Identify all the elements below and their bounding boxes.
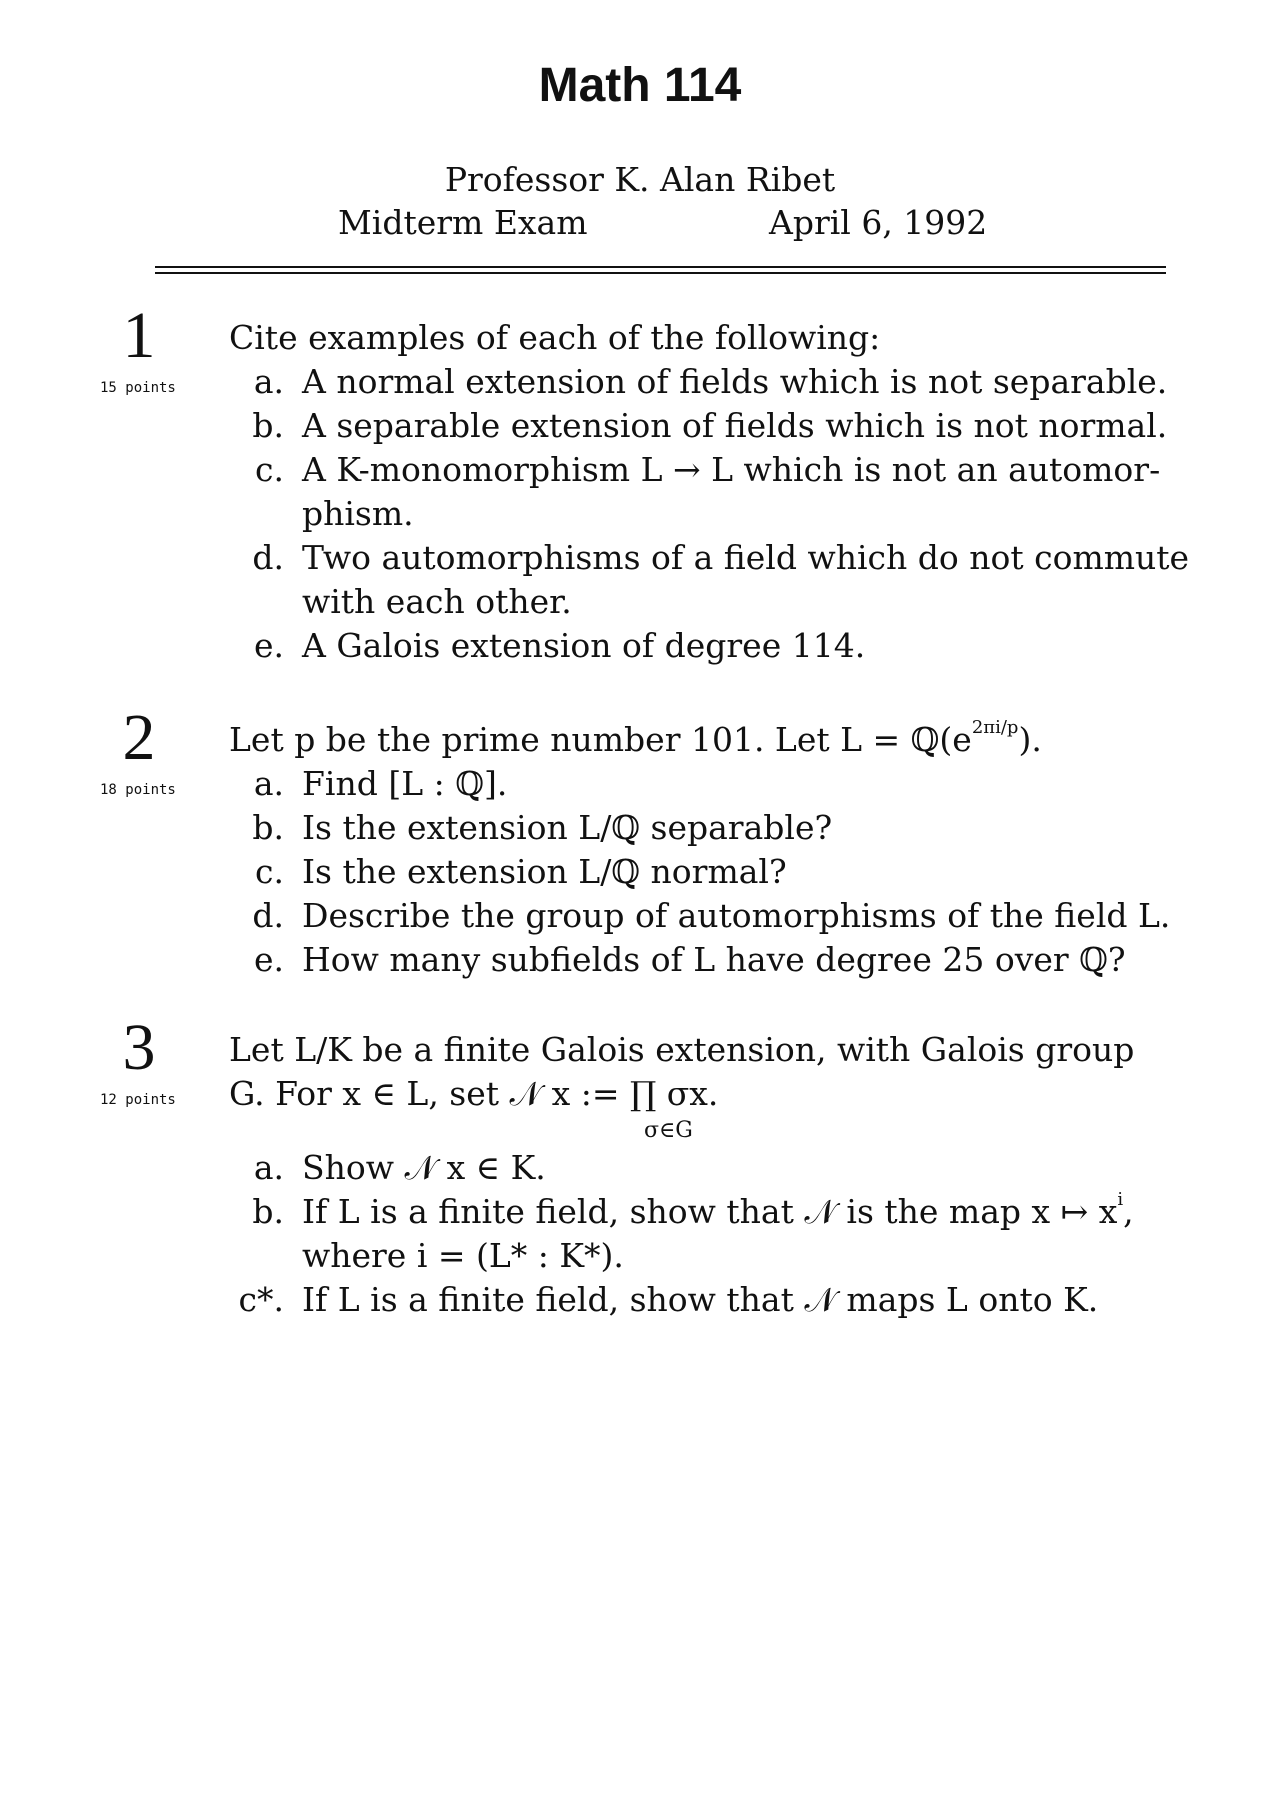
question-3-points: 12 points [100, 1092, 176, 1108]
q2-c-text: Is the extension L/ℚ normal? [302, 852, 787, 891]
q1-c-text-2: phism. [302, 494, 414, 533]
professor-name: Professor K. Alan Ribet [444, 160, 836, 199]
question-3-number: 3 [122, 1011, 156, 1084]
question-3-intro-2: G. For x ∈ L, set 𝒩 x := ∏ σx. [229, 1074, 719, 1113]
question-2-intro [229, 717, 1042, 759]
page-title: Math 114 [538, 59, 742, 112]
q2-e-text: How many subfields of L have degree 25 over ℚ? [302, 940, 1126, 979]
q3-b-text-end: , [1123, 1192, 1134, 1231]
question-2-number: 2 [122, 701, 156, 774]
q3-b-superscript: i [1117, 1189, 1124, 1210]
q1-d-text-1: Two automorphisms of a field which do not commute [302, 538, 1190, 577]
q2-intro-end: ). [1018, 720, 1042, 759]
q1-a-text: A normal extension of fields which is not separable. [302, 362, 1168, 401]
q3-product-subscript: σ∈G [644, 1118, 693, 1143]
q2-exponent: 2πi/p [971, 717, 1019, 738]
q1-d-label: d. [252, 538, 284, 577]
question-1-intro: Cite examples of each of the following: [229, 318, 881, 357]
q1-b-text: A separable extension of fields which is not normal. [302, 406, 1168, 445]
header-rule-bottom [155, 272, 1166, 274]
q1-d-text-2: with each other. [302, 582, 572, 621]
q3-c-text: If L is a finite field, show that 𝒩 maps L onto K. [302, 1280, 1099, 1319]
q2-e-label: e. [253, 940, 284, 979]
q3-b-text-1 [302, 1189, 1134, 1232]
question-1-points: 15 points [100, 380, 176, 396]
q2-c-label: c. [255, 852, 284, 891]
question-1-number: 1 [122, 299, 156, 372]
q2-b-label: b. [252, 808, 284, 847]
question-2-points: 18 points [100, 782, 176, 798]
q1-c-text-1: A K-monomorphism L → L which is not an automor- [302, 450, 1161, 489]
q3-a-label: a. [253, 1148, 284, 1187]
exam-type: Midterm Exam [338, 203, 588, 242]
q2-b-text: Is the extension L/ℚ separable? [302, 808, 833, 847]
q1-e-label: e. [253, 626, 284, 665]
q2-d-text: Describe the group of automorphisms of the field L. [302, 896, 1171, 935]
q2-d-label: d. [252, 896, 284, 935]
q3-b-text-2: where i = (L* : K*). [302, 1236, 624, 1275]
q2-a-text: Find [L : ℚ]. [302, 764, 508, 803]
q1-b-label: b. [252, 406, 284, 445]
q3-b-text-main: If L is a finite field, show that 𝒩 is the map x ↦ x [302, 1192, 1118, 1231]
exam-date: April 6, 1992 [769, 203, 988, 242]
q1-a-label: a. [253, 362, 284, 401]
q3-a-text: Show 𝒩 x ∈ K. [302, 1148, 546, 1187]
q2-intro-text: Let p be the prime number 101. Let L = ℚ(e [229, 720, 972, 759]
q2-a-label: a. [253, 764, 284, 803]
q3-b-label: b. [252, 1192, 284, 1231]
q1-e-text: A Galois extension of degree 114. [302, 626, 866, 665]
q1-c-label: c. [255, 450, 284, 489]
header-rule-top [155, 266, 1166, 268]
question-3-intro-1: Let L/K be a finite Galois extension, with Galois group [229, 1030, 1135, 1069]
q3-c-label: c*. [238, 1280, 284, 1319]
